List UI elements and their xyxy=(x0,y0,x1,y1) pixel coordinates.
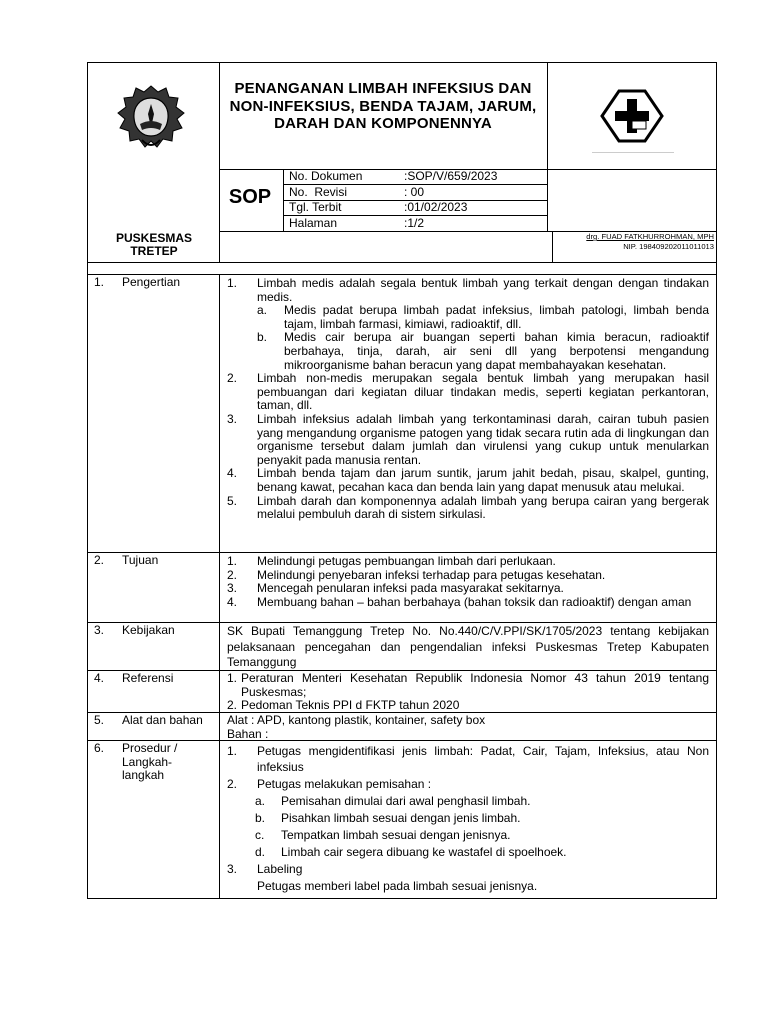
list-subitem: d. Limbah cair segera dibuang ke wastafel di spoelhoek. xyxy=(255,845,567,859)
signer-name: drg. FUAD FATKHURROHMAN, MPH xyxy=(586,232,714,241)
puskesmas-name xyxy=(88,232,220,258)
list-subitem: b. Pisahkan limbah sesuai dengan jenis limbah. xyxy=(255,811,521,825)
divider-title xyxy=(547,62,548,232)
row-title: Alat dan bahan xyxy=(122,713,203,727)
row-title: Prosedur / Langkah-langkah xyxy=(122,741,178,783)
kebijakan-text: SK Bupati Temanggung Tretep No. No.440/C/V.PPI/SK/1705/2023 tentang kebijakan pelaksanaan pencegahan dan pengendalian infeksi Puskesmas Tretep Kabupaten Temanggung xyxy=(227,624,709,669)
row-title: Pengertian xyxy=(122,275,181,289)
signer-nip: NIP. 198409202011011013 xyxy=(623,241,714,251)
meta-value-revisi: : 00 xyxy=(404,185,425,199)
puskesmas-line-2: TRETEP xyxy=(130,244,178,258)
row-title: Tujuan xyxy=(122,553,159,567)
list-item: 3. Labeling xyxy=(227,862,303,876)
logo-underline xyxy=(592,152,674,153)
meta-value-dokumen: :SOP/V/659/2023 xyxy=(404,169,498,183)
border-bottom xyxy=(87,898,717,899)
list-subitem: b. Medis cair berupa air buangan seperti bahan kimia beracun, radioaktif berbahaya, tinja, darah, air seni dll yang berpotensi mengandung mikroorganisme bahan beracun yang dapat membahayakan kesehatan. xyxy=(257,330,709,372)
meta-label-terbit: Tgl. Terbit xyxy=(289,200,342,214)
meta-value-halaman: :1/2 xyxy=(404,216,425,230)
sop-label: SOP xyxy=(228,186,272,208)
pengertian-content xyxy=(227,277,709,522)
list-item: 1. Limbah medis adalah segala bentuk limbah yang terkait dengan dengan tindakan medis. xyxy=(227,276,709,304)
meta-label-revisi: No. Revisi xyxy=(289,185,348,199)
border-right xyxy=(716,62,717,899)
list-item: 2. Petugas melakukan pemisahan : xyxy=(227,777,432,791)
row-title: Referensi xyxy=(122,671,174,685)
divider-spacer xyxy=(87,274,717,275)
health-cross-logo xyxy=(599,88,665,144)
alat-content xyxy=(227,714,709,741)
meta-label-halaman: Halaman xyxy=(289,216,338,230)
row-title: Kebijakan xyxy=(122,623,175,637)
list-item: 2. Pedoman Teknis PPI d FKTP tahun 2020 xyxy=(227,698,460,713)
divider-row-3 xyxy=(87,622,717,623)
prosedur-content xyxy=(227,743,709,894)
list-item: 2. Limbah non-medis merupakan segala bentuk limbah yang merupakan hasil pembuangan dari kegiatan diluar tindakan medis, seperti kegiatan perkantoran, taman, dll. xyxy=(227,371,709,413)
list-item: 4. Membuang bahan – bahan berbahaya (bahan toksik dan radioaktif) dengan aman xyxy=(227,594,692,609)
row-number: 2. xyxy=(94,553,105,567)
row-number: 5. xyxy=(94,713,105,727)
row-number: 4. xyxy=(94,671,105,685)
list-subitem: a. Medis padat berupa limbah padat infeksius, limbah patologi, limbah benda tajam, limbah farmasi, kimiawi, radioaktif, dll. xyxy=(257,303,709,331)
row-number: 3. xyxy=(94,623,105,637)
list-subitem: c. Tempatkan limbah sesuai dengan jenisnya. xyxy=(255,828,511,842)
row-number: 6. xyxy=(94,741,105,755)
referensi-content xyxy=(227,672,709,713)
list-item: 3. Mencegah penularan infeksi pada masyarakat sekitarnya. xyxy=(227,581,564,596)
document-title: PENANGANAN LIMBAH INFEKSIUS DAN NON-INFEKSIUS, BENDA TAJAM, JARUM, DARAH DAN KOMPONENNYA xyxy=(229,80,537,132)
list-item: 1. Peraturan Menteri Kesehatan Republik Indonesia Nomor 43 tahun 2019 tentang Puskesmas; xyxy=(227,671,709,699)
signature-block xyxy=(552,232,714,251)
regency-seal-logo xyxy=(112,80,190,156)
row-number: 1. xyxy=(94,275,105,289)
divider-row-2 xyxy=(87,552,717,553)
list-item: 5. Limbah darah dan komponennya adalah limbah yang berupa cairan yang bergerak melalui pembuluh darah di sistem sirkulasi. xyxy=(227,493,709,522)
list-item: 1. Petugas mengidentifikasi jenis limbah: Padat, Cair, Tajam, Infeksius, atau Non infeksius xyxy=(227,744,709,774)
list-item: 2. Melindungi penyebaran infeksi terhadap para petugas kesehatan. xyxy=(227,567,606,582)
list-item: Petugas memberi label pada limbah sesuai jenisnya. xyxy=(257,879,538,893)
list-item: 4. Limbah benda tajam dan jarum suntik, jarum jahit bedah, pisau, skalpel, gunting, benang kawat, pecahan kaca dan benda lain yang dapat menusuk atau melukai. xyxy=(227,466,709,494)
list-item: 3. Limbah infeksius adalah limbah yang terkontaminasi darah, cairan tubuh pasien yang mengandung organisme patogen yang tidak secara rutin ada di lingkungan dan organisme tersebut dalam jumlah dan virulensi yang cukup untuk menularkan penyakit pada manusia rentan. xyxy=(227,411,709,467)
divider-label-column xyxy=(219,274,220,899)
border-left xyxy=(87,62,88,899)
bahan-line: Bahan : xyxy=(227,726,269,741)
puskesmas-line-1: PUSKESMAS xyxy=(115,231,192,245)
meta-value-terbit: :01/02/2023 xyxy=(404,200,468,214)
list-subitem: a. Pemisahan dimulai dari awal penghasil limbah. xyxy=(255,794,531,808)
alat-line: Alat : APD, kantong plastik, kontainer, safety box xyxy=(227,713,486,727)
list-item: 1. Melindungi petugas pembuangan limbah dari perlukaan. xyxy=(227,554,556,568)
tujuan-content xyxy=(227,555,709,609)
divider-header-bottom xyxy=(87,262,717,263)
border-top xyxy=(87,62,717,63)
meta-label-dokumen: No. Dokumen xyxy=(289,169,363,183)
